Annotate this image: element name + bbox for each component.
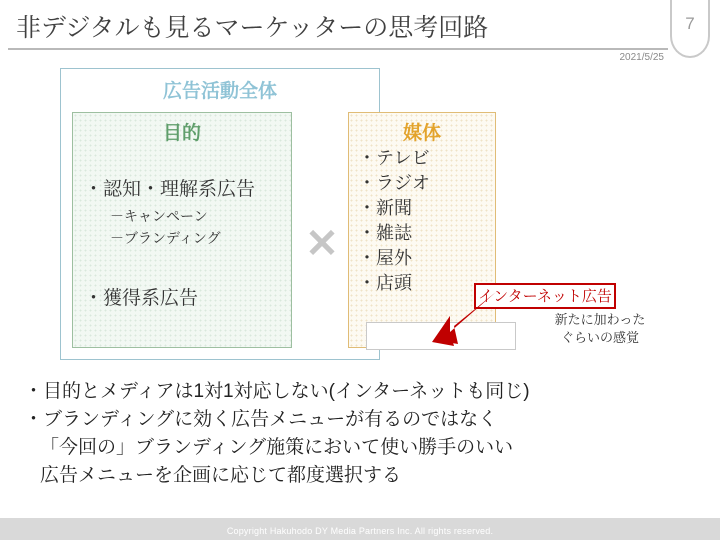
purpose-label: 目的: [162, 123, 201, 144]
bullet-list: [24, 378, 714, 490]
footer-copyright: Copyright Hakuhodo DY Media Partners Inc. All rights reserved.: [226, 526, 494, 536]
bullet-item: 「今回の」ブランディング施策において使い勝手のいい: [40, 437, 514, 458]
arrow-icon: [410, 290, 500, 350]
bullet-item: 広告メニューを企画に応じて都度選択する: [40, 465, 402, 486]
purpose-subitem-campaign: －キャンペーン: [110, 208, 208, 224]
date-label: 2021/5/25: [619, 52, 664, 63]
internet-ad-note: [520, 311, 680, 347]
purpose-subitem-branding: －ブランディング: [110, 230, 221, 246]
list-item: ・屋外: [358, 248, 412, 268]
list-item: ・新聞: [358, 198, 412, 218]
list-item: ・雑誌: [358, 223, 412, 243]
purpose-item-awareness: ・認知・理解系広告: [84, 179, 256, 200]
title-divider: [8, 48, 668, 50]
media-label: 媒体: [402, 123, 441, 144]
advertising-overall-label: 広告活動全体: [162, 81, 277, 102]
page-number: 7: [685, 14, 695, 33]
page-number-badge: [670, 0, 710, 58]
purpose-item-acquisition: ・獲得系広告: [84, 288, 199, 309]
list-item: ・ラジオ: [358, 173, 430, 193]
internet-ad-note-line2: ぐらいの感覚: [560, 330, 639, 345]
list-item: ・店頭: [358, 273, 412, 293]
multiply-icon: ✕: [305, 222, 339, 266]
internet-ad-callout-label: インターネット広告: [478, 288, 612, 305]
page-title: 非デジタルも見るマーケッターの思考回路: [16, 14, 489, 42]
media-list: [358, 146, 488, 296]
internet-ad-note-line1: 新たに加わった: [554, 312, 646, 327]
bullet-item: ・目的とメディアは1対1対応しない(インターネットも同じ): [24, 381, 530, 402]
list-item: ・テレビ: [358, 148, 430, 168]
bullet-item: ・ブランディングに効く広告メニューが有るのではなく: [24, 409, 498, 430]
